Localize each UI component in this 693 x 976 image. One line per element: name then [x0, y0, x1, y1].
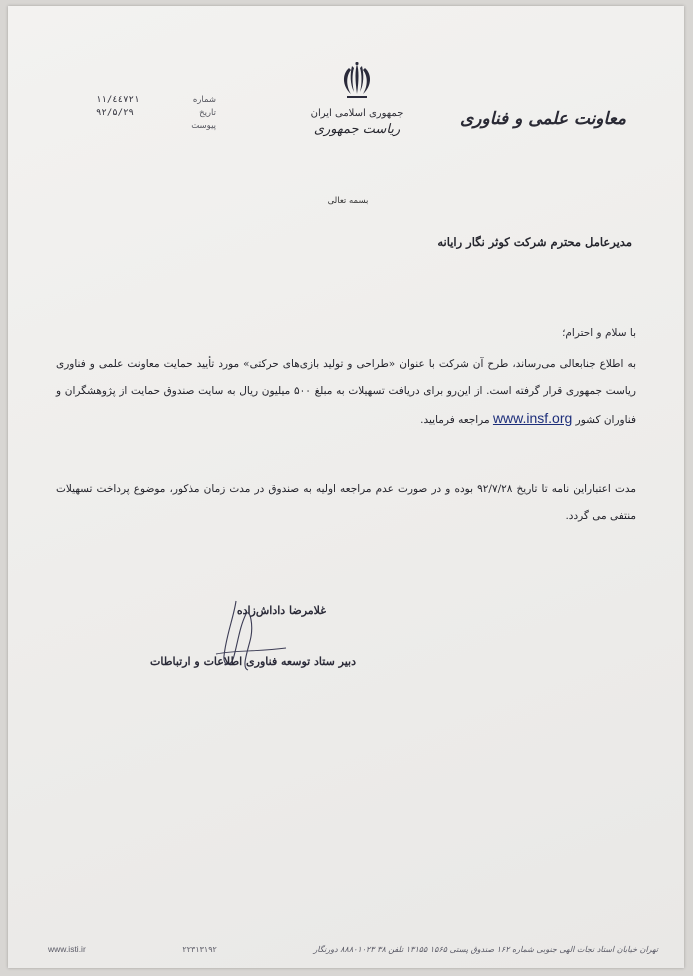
salutation: با سلام و احترام؛	[562, 327, 636, 339]
footer-address: تهران خیابان استاد نجات الهی جنوبی شماره ۱۶۲ صندوق پستی ۱۵۶۵ ۱۳۱۵۵ تلفن ۳۸ ۸۸۸۰۱۰۲۳ دورنگار	[313, 944, 658, 954]
meta-number-value: ۱۱/٤٤۷۲۱	[96, 95, 140, 105]
bismillah: بسمه تعالی	[327, 196, 369, 206]
meta-date-value: ۹۲/۵/۲۹	[96, 108, 134, 118]
paragraph-1-tail: مراجعه فرمایید.	[420, 414, 490, 426]
paragraph-2: مدت اعتباراین نامه تا تاریخ ۹۲/۷/۲۸ بوده و در صورت عدم مراجعه اولیه به صندوق در مدت زمان مذکور، موضوع پرداخت تسهیلات منتفی می گردد.	[56, 483, 636, 522]
iran-emblem-icon	[337, 60, 377, 102]
signatory-title: دبیر ستاد توسعه فناوری اطلاعات و ارتباطات	[150, 655, 356, 668]
footer	[48, 942, 658, 956]
letter-meta	[96, 94, 216, 133]
addressee: مدیرعامل محترم شرکت کوثر نگار رایانه	[437, 235, 632, 249]
letter-page	[8, 6, 684, 968]
meta-attachment-label: پیوست	[191, 121, 216, 131]
republic-name: جمهوری اسلامی ایران	[310, 108, 404, 119]
meta-date-row	[96, 107, 216, 120]
meta-attachment-row	[96, 120, 216, 133]
insf-link[interactable]: www.insf.org	[492, 410, 573, 426]
meta-number-label: شماره	[192, 95, 216, 105]
presidency-name: ریاست جمهوری	[313, 122, 401, 137]
letterhead-center	[297, 60, 417, 170]
paragraph-1-text: به اطلاع جنابعالی می‌رساند، طرح آن شرکت با عنوان «طراحی و تولید بازی‌های حرکتی» مورد تأیید حمایت معاونت علمی و فناوری ریاست جمهوری قرار گرفته است. از این‌رو برای دریافت تسهیلات به مبلغ ۵۰۰ میلیون ریال به سایت صندوق حمایت از پژوهشگران و فناوران کشور	[56, 358, 636, 426]
signatory-name: غلامرضا داداش‌زاده	[236, 604, 326, 617]
footer-fax: ۲۲۳۱۳۱۹۲	[182, 944, 217, 954]
footer-url: www.isti.ir	[48, 944, 86, 954]
deputy-name: معاونت علمی و فناوری	[459, 109, 626, 129]
meta-date-label: تاریخ	[199, 108, 216, 118]
meta-number-row	[96, 94, 216, 107]
paragraph-1	[56, 351, 636, 434]
